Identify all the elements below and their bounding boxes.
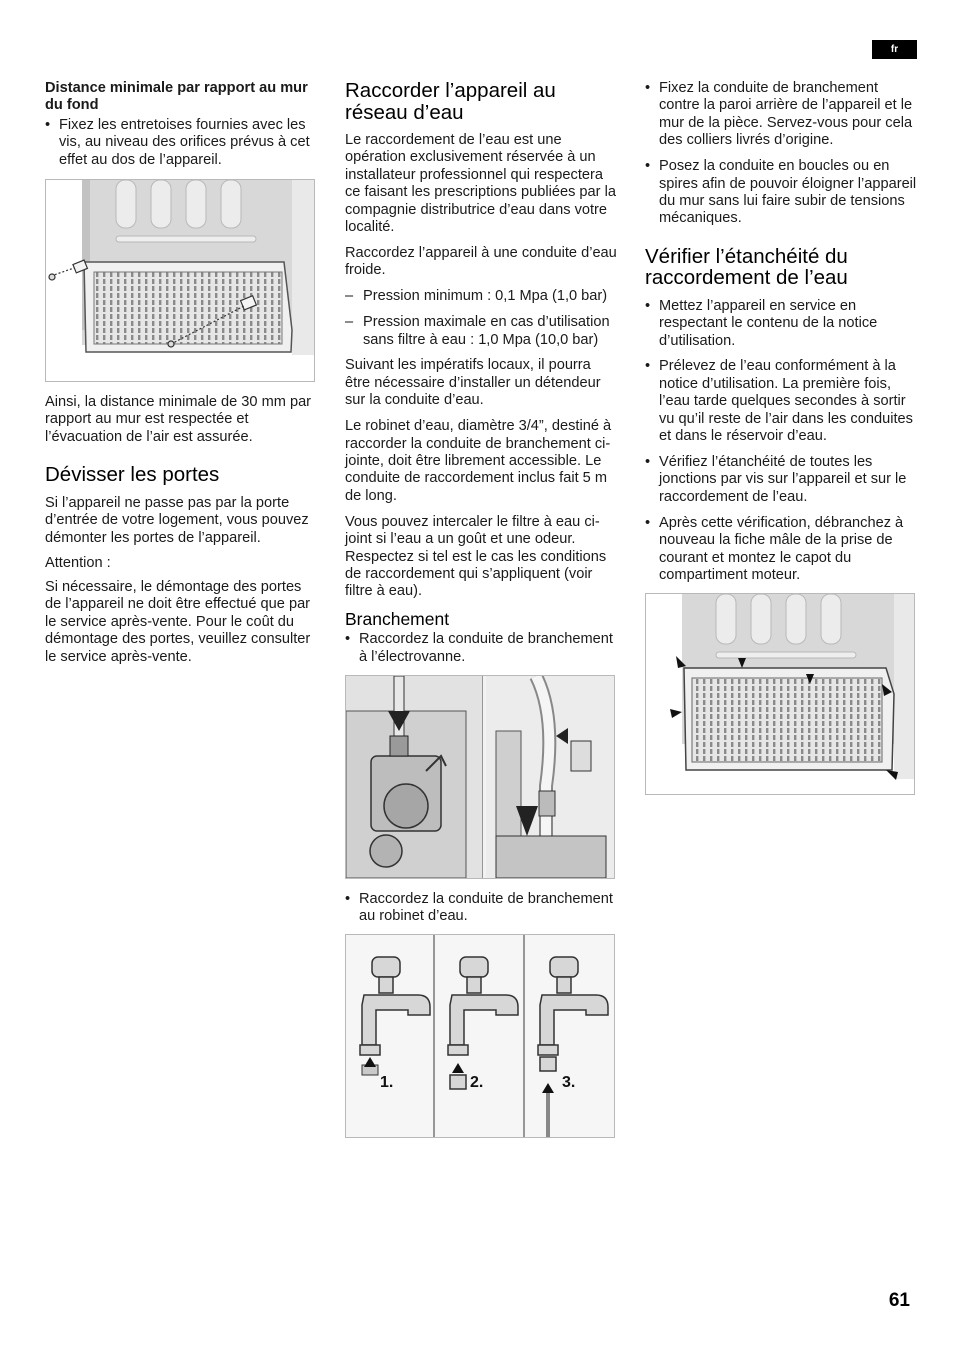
tap-steps-illustration: [346, 935, 614, 1137]
paragraph: Le raccordement de l’eau est une opération exclusivement réservée à un installateur professionnel qui respectera ce faisant les prescriptions publiées par la compagnie distributrice d’eau dans votre localité.: [345, 132, 616, 236]
list-item: • Mettez l’appareil en service en respectant le contenu de la notice d’utilisation.: [645, 298, 917, 350]
list-item: • Vérifiez l’étanchéité de toutes les jonctions par vis sur l’appareil et sur le raccordement de l’eau.: [645, 454, 917, 506]
list-item: – Pression maximale en cas d’utilisation sans filtre à eau : 1,0 Mpa (10,0 bar): [345, 314, 617, 349]
column-3: [645, 80, 917, 795]
step-3-label: 3.: [562, 1073, 576, 1091]
list-item: • Raccordez la conduite de branchement à l’électrovanne.: [345, 631, 617, 666]
paragraph: Suivant les impératifs locaux, il pourra être nécessaire d’installer un détendeur sur la conduite d’eau.: [345, 357, 601, 409]
dash-list: [345, 288, 617, 349]
step-1-label: 1.: [380, 1073, 394, 1091]
heading-remove-doors: Dévisser les portes: [45, 463, 220, 487]
language-badge: fr: [872, 40, 917, 59]
list-item: – Pression minimum : 0,1 Mpa (1,0 bar): [345, 288, 617, 305]
list-item: • Fixez la conduite de branchement contre la paroi arrière de l’appareil et le mur de la pièce. Servez-vous pour cela des colliers livrés d’origine.: [645, 80, 917, 150]
paragraph: Vous pouvez intercaler le filtre à eau ci-joint si l’eau a un goût et une odeur. Respectez si tel est le cas les conditions de raccordement qui s’appliquent (voir filtre à eau).: [345, 513, 607, 600]
paragraph: Ainsi, la distance minimale de 30 mm par rapport au mur est respectée et l’évacuation de l’air est assurée.: [45, 394, 312, 445]
bullet-list: [345, 891, 617, 926]
paragraph: Raccordez l’appareil à une conduite d’eau froide.: [345, 244, 617, 279]
heading-water-connection: Raccorder l’appareil au réseau d’eau: [345, 79, 556, 124]
page-number: 61: [888, 1290, 910, 1311]
list-item: • Après cette vérification, débranchez à nouveau la fiche mâle de la prise de courant et montez le capot du compartiment moteur.: [645, 515, 917, 585]
paragraph: Si l’appareil ne passe pas par la porte d’entrée de votre logement, vous pouvez démonter les portes de l’appareil.: [45, 494, 309, 546]
paragraph: Si nécessaire, le démontage des portes de l’appareil ne doit être effectué que par le service après-vente. Pour le coût du démontage des portes, veuillez consulter le service après-vente.: [45, 578, 311, 665]
list-item: • Fixez les entretoises fournies avec les vis, au niveau des orifices prévus à cet effet au dos de l’appareil.: [45, 117, 317, 169]
list-item: • Prélevez de l’eau conformément à la notice d’utilisation. La première fois, l’eau tarde quelques secondes à sortir vu qu’il reste de l’air dans les conduites et dans le réservoir d’eau.: [645, 358, 917, 445]
subheading-min-distance: Distance minimale par rapport au mur du fond: [45, 80, 308, 114]
subheading-branchement: Branchement: [345, 609, 450, 630]
figure-motor-cover: [645, 593, 915, 795]
heading-check-watertight: Vérifier l’étanchéité du raccordement de l’eau: [645, 244, 848, 290]
attention-label: Attention :: [45, 555, 111, 572]
bullet-list: [645, 298, 917, 585]
bullet-list: [45, 117, 317, 169]
spacer-illustration: [46, 180, 314, 381]
list-item: • Raccordez la conduite de branchement au robinet d’eau.: [345, 891, 617, 926]
valve-illustration: [346, 676, 614, 878]
list-item: • Posez la conduite en boucles ou en spires afin de pouvoir éloigner l’appareil du mur sans lui faire subir de tensions mécaniques.: [645, 158, 917, 228]
bullet-list: [345, 631, 617, 666]
step-2-label: 2.: [470, 1073, 484, 1091]
motor-cover-illustration: [646, 594, 914, 794]
figure-spacers: [45, 179, 315, 382]
figure-solenoid-valve: [345, 675, 615, 879]
bullet-list: [645, 80, 917, 228]
figure-water-tap-steps: [345, 934, 615, 1138]
column-2: [345, 80, 617, 1138]
column-1: [45, 80, 317, 674]
paragraph: Le robinet d’eau, diamètre 3/4”, destiné à raccorder la conduite de branchement ci-jointe, doit être librement accessible. Le conduite de raccordement inclus fait 5 m de long.: [345, 418, 612, 504]
